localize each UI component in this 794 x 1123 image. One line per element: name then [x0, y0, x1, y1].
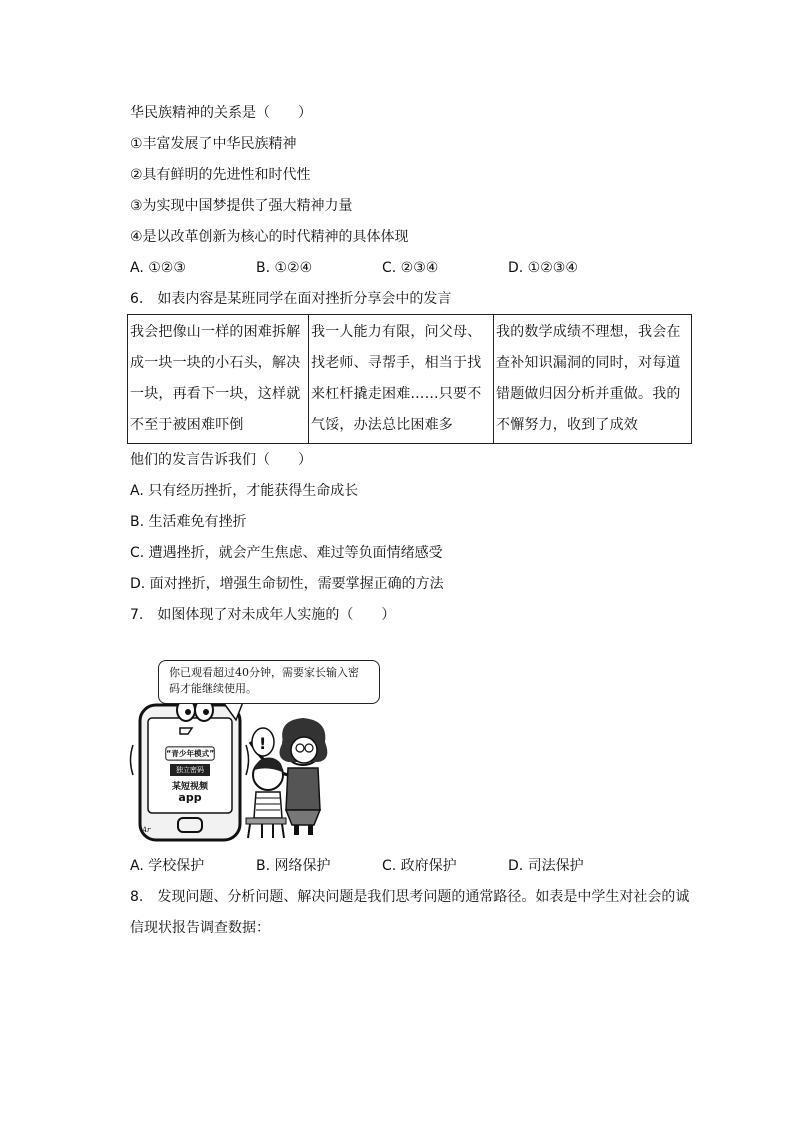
q5-stem-continuation: 华民族精神的关系是（ ）: [130, 105, 312, 121]
svg-text:!: !: [259, 734, 267, 753]
q6-option-c[interactable]: C. 遭遇挫折，就会产生焦虑、难过等负面情绪感受: [130, 545, 443, 561]
q5-statement-3: ③为实现中国梦提供了强大精神力量: [130, 198, 353, 214]
q6-option-a[interactable]: A. 只有经历挫折，才能获得生命成长: [130, 483, 359, 499]
q7-cartoon: [128, 650, 473, 845]
app-name-line1: 某短视频: [171, 782, 208, 792]
phone-screen: [164, 746, 216, 816]
q6-question: 他们的发言告诉我们（ ）: [130, 452, 312, 468]
q5-statement-2: ②具有鲜明的先进性和时代性: [130, 167, 311, 183]
youth-mode-badge: “青少年模式”: [165, 746, 214, 760]
table-cell: 我的数学成绩不理想，我会在查补知识漏洞的同时，对每道错题做归因分析并重做。我的不懈努力，收到了成效: [494, 315, 692, 444]
table-cell: 我会把像山一样的困难拆解成一块一块的小石头，解决一块，再看下一块，这样就不至于被困难吓倒: [128, 315, 309, 444]
q7-stem: 7. 如图体现了对未成年人实施的（ ）: [130, 607, 396, 623]
q5-option-c[interactable]: C. ②③④: [382, 260, 439, 276]
q7-option-a[interactable]: A. 学校保护: [130, 858, 205, 874]
q6-table: [127, 314, 692, 444]
q7-option-d[interactable]: D. 司法保护: [508, 858, 584, 874]
q5-option-b[interactable]: B. ①②④: [256, 260, 313, 276]
q5-option-d[interactable]: D. ①②③④: [508, 260, 578, 276]
q8-stem-line1: 8. 发现问题、分析问题、解决问题是我们思考问题的通常路径。如表是中学生对社会的诚: [130, 889, 690, 905]
q5-statement-4: ④是以改革创新为核心的时代精神的具体体现: [130, 229, 409, 245]
password-label: 独立密码: [170, 764, 210, 776]
q8-stem-line2: 信现状报告调查数据：: [130, 920, 270, 936]
q6-option-d[interactable]: D. 面对挫折，增强生命韧性，需要掌握正确的方法: [130, 576, 444, 592]
q6-stem: 6. 如表内容是某班同学在面对挫折分享会中的发言: [130, 291, 452, 307]
q7-option-b[interactable]: B. 网络保护: [256, 858, 331, 874]
speech-bubble: 你已观看超过40分钟，需要家长输入密码才能继续使用。: [158, 660, 380, 704]
q5-option-a[interactable]: A. ①②③: [130, 260, 186, 276]
q5-statement-1: ①丰富发展了中华民族精神: [130, 136, 297, 152]
q6-option-b[interactable]: B. 生活难免有挫折: [130, 514, 247, 530]
artist-signature: Ar: [142, 826, 151, 834]
q7-option-c[interactable]: C. 政府保护: [382, 858, 457, 874]
table-cell: 我一人能力有限，问父母、找老师、寻帮手，相当于找来杠杆撬走困难……只要不气馁，办法总比困难多: [309, 315, 494, 444]
table-row: [128, 315, 692, 444]
app-name-line2: app: [178, 791, 202, 804]
